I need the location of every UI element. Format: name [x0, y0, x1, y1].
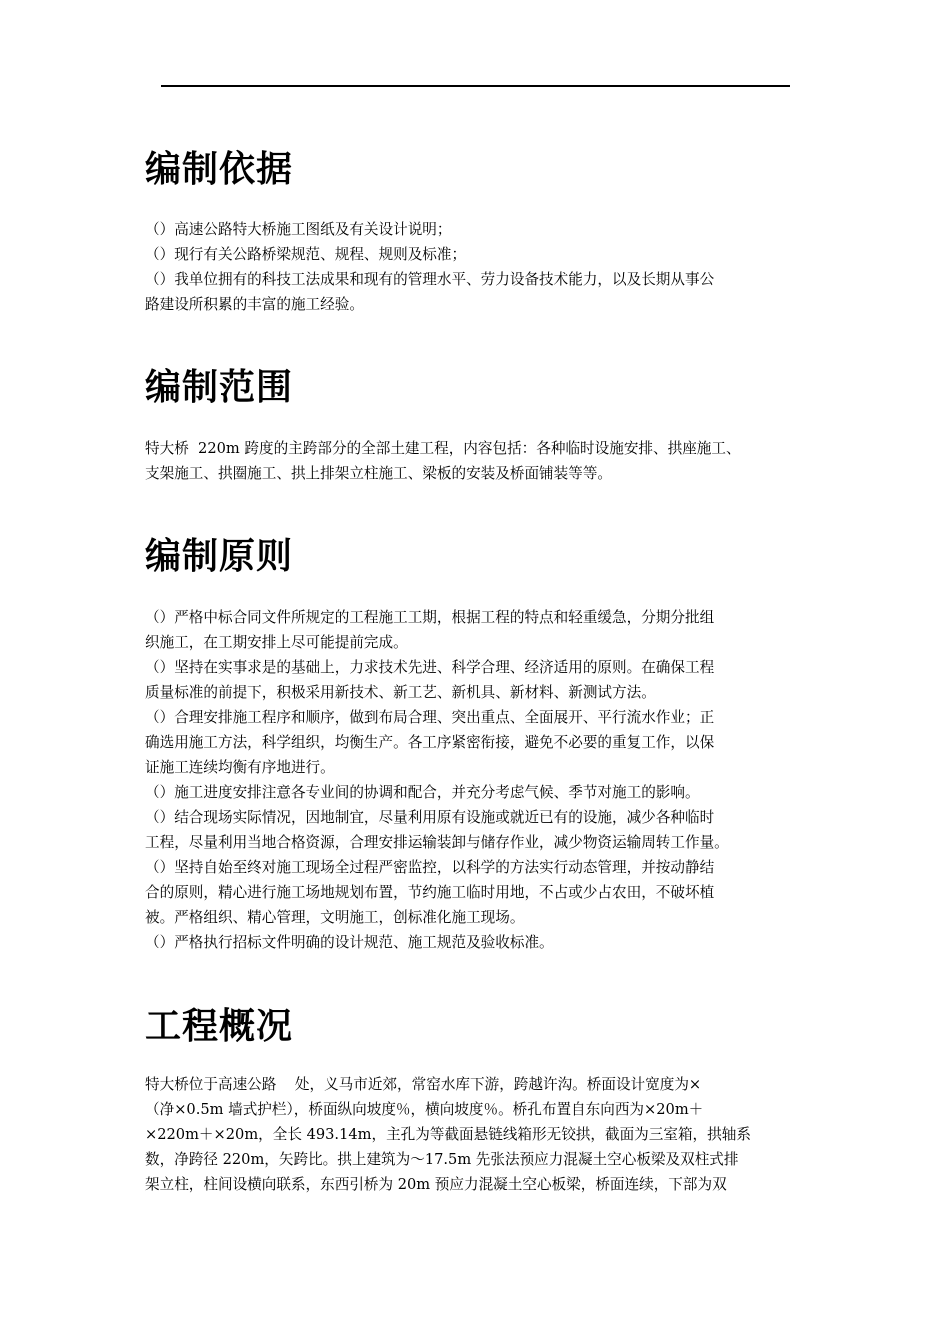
paragraph-line: 特大桥 220m 跨度的主跨部分的全部土建工程，内容包括：各种临时设施安排、拱座施工、	[145, 440, 741, 457]
paragraph-line: 织施工，在工期安排上尽可能提前完成。	[145, 634, 408, 651]
section-body-overview	[145, 1072, 751, 1197]
paragraph-line: 路建设所积累的丰富的施工经验。	[145, 296, 364, 313]
paragraph-line: （）高速公路特大桥施工图纸及有关设计说明；	[145, 221, 452, 238]
paragraph-line: 合的原则，精心进行施工场地规划布置，节约施工临时用地，不占或少占农田，不破坏植	[145, 884, 715, 901]
paragraph-line: 被。严格组织、精心管理，文明施工，创标准化施工现场。	[145, 909, 525, 926]
paragraph-line: （）合理安排施工程序和顺序，做到布局合理、突出重点、全面展开、平行流水作业；正	[145, 709, 715, 726]
paragraph-line: 证施工连续均衡有序地进行。	[145, 759, 335, 776]
header-rule	[161, 85, 790, 87]
section-body-basis	[145, 217, 714, 317]
paragraph-line: ×220m＋×20m，全长 493.14m，主孔为等截面悬链线箱形无铰拱，截面为三室箱，拱轴系	[145, 1126, 751, 1143]
paragraph-line: 确选用施工方法，科学组织，均衡生产。各工序紧密衔接，避免不必要的重复工作，以保	[145, 734, 715, 751]
section-body-principles	[145, 605, 729, 955]
paragraph-line: （）结合现场实际情况，因地制宜，尽量利用原有设施或就近已有的设施，减少各种临时	[145, 809, 715, 826]
paragraph-line: （）坚持在实事求是的基础上，力求技术先进、科学合理、经济适用的原则。在确保工程	[145, 659, 715, 676]
section-heading-basis: 编制依据	[145, 149, 294, 190]
paragraph-line: 支架施工、拱圈施工、拱上排架立柱施工、梁板的安装及桥面铺装等等。	[145, 465, 613, 482]
section-heading-scope: 编制范围	[145, 367, 294, 408]
paragraph-line: 工程，尽量利用当地合格资源，合理安排运输装卸与储存作业，减少物资运输周转工作量。	[145, 834, 729, 851]
paragraph-line: 质量标准的前提下，积极采用新技术、新工艺、新机具、新材料、新测试方法。	[145, 684, 656, 701]
paragraph-line: （）坚持自始至终对施工现场全过程严密监控，以科学的方法实行动态管理，并按动静结	[145, 859, 715, 876]
section-heading-overview: 工程概况	[145, 1006, 294, 1047]
paragraph-line: 数，净跨径 220m，矢跨比。拱上建筑为～17.5m 先张法预应力混凝土空心板梁及双柱式排	[145, 1151, 739, 1168]
paragraph-line: 特大桥位于高速公路 处，义马市近郊，常窑水库下游，跨越许沟。桥面设计宽度为×	[145, 1076, 702, 1093]
section-body-scope	[145, 436, 741, 486]
paragraph-line: （）现行有关公路桥梁规范、规程、规则及标准；	[145, 246, 467, 263]
paragraph-line: （净×0.5m 墙式护栏），桥面纵向坡度％，横向坡度％。桥孔布置自东向西为×20m＋	[145, 1101, 704, 1118]
paragraph-line: （）严格执行招标文件明确的设计规范、施工规范及验收标准。	[145, 934, 554, 951]
paragraph-line: （）施工进度安排注意各专业间的协调和配合，并充分考虑气候、季节对施工的影响。	[145, 784, 700, 801]
paragraph-line: （）我单位拥有的科技工法成果和现有的管理水平、劳力设备技术能力，以及长期从事公	[145, 271, 715, 288]
paragraph-line: （）严格中标合同文件所规定的工程施工工期，根据工程的特点和轻重缓急，分期分批组	[145, 609, 715, 626]
paragraph-line: 架立柱，柱间设横向联系，东西引桥为 20m 预应力混凝土空心板梁，桥面连续，下部为双	[145, 1176, 727, 1193]
section-heading-principles: 编制原则	[145, 536, 294, 577]
